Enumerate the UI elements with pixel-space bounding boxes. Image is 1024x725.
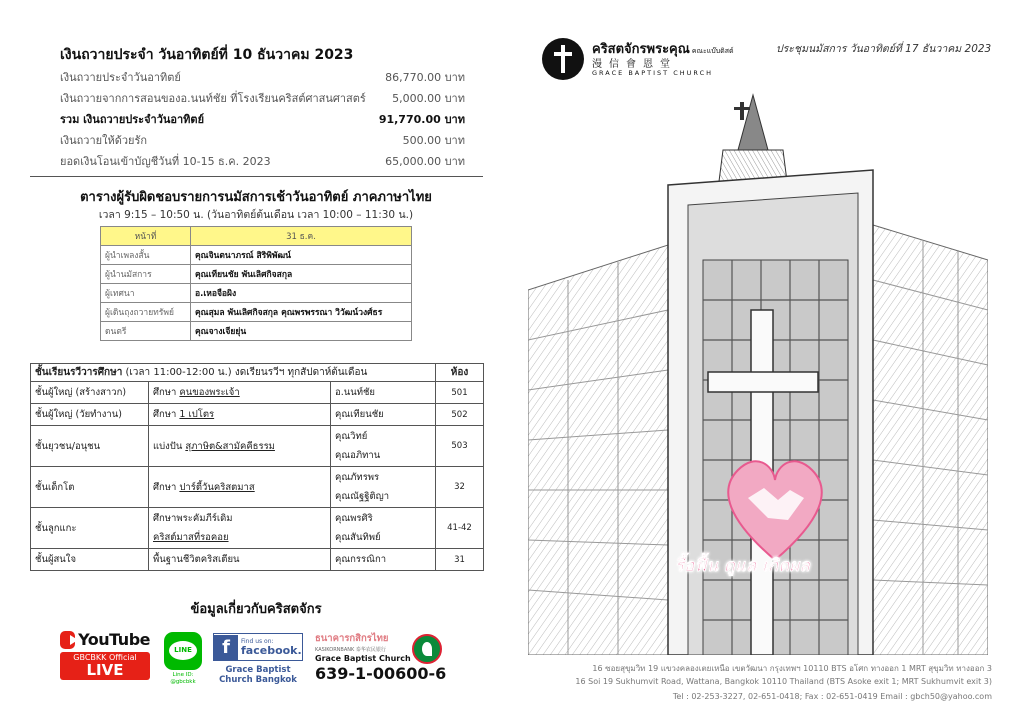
duty-header-role: หน้าที่ (101, 227, 191, 246)
class-teachers (331, 404, 436, 426)
duty-person: คุณจางเจียยุ่น (191, 322, 412, 341)
facebook-find: Find us on: (241, 637, 274, 645)
class-row (31, 549, 484, 571)
duty-person: อ.เหอจือผิง (191, 284, 412, 303)
class-room: 502 (436, 404, 484, 426)
facebook-icon: f (214, 635, 238, 660)
class-topic-line (153, 437, 326, 456)
offering-title: เงินถวายประจำ วันอาทิตย์ที่ 10 ธันวาคม 2023 (60, 47, 354, 63)
info-title: ข้อมูลเกี่ยวกับคริสตจักร (190, 602, 322, 617)
offering-row (60, 110, 465, 128)
class-room: 31 (436, 549, 484, 571)
facebook-wordmark: facebook. (241, 643, 302, 657)
offering-amount: 5,000.00 บาท (392, 92, 465, 105)
duty-row (101, 303, 412, 322)
line-wordmark: LINE (169, 641, 197, 660)
line-icon (164, 632, 202, 670)
youtube-channel: GBCBKK Official (73, 653, 137, 662)
class-name: ชั้นผู้ใหญ่ (สร้างสาวก) (31, 382, 149, 404)
class-topic-prefix: ศึกษา (153, 481, 180, 493)
offering-row (60, 131, 465, 149)
offering-amount: 65,000.00 บาท (385, 155, 465, 168)
duty-header-row (101, 227, 412, 246)
slogan: รื้อฟื้น ดูแล เกิดผล (675, 556, 810, 576)
class-topic-book: คนของพระเจ้า (179, 387, 240, 398)
section-divider (30, 176, 483, 177)
class-room: 503 (436, 426, 484, 467)
class-header (31, 364, 436, 382)
class-topic (149, 404, 331, 426)
class-topic-line (153, 528, 326, 547)
duty-row (101, 265, 412, 284)
class-teacher: คุณพรศิริ (335, 513, 373, 524)
youtube-play-icon (60, 631, 75, 649)
class-header-rest: (เวลา 11:00-12:00 น.) งดเรียนรวีฯ ทุกสัปดาห์ต้นเดือน (122, 367, 368, 378)
address-en: 16 Soi 19 Sukhumvit Road, Wattana, Bangkok 10110 Thailand (BTS Asoke exit 1; MRT Sukhumvit exit 3) (575, 677, 992, 686)
facebook-logo[interactable] (213, 633, 303, 685)
offering-label: เงินถวายให้ด้วยรัก (60, 134, 148, 147)
class-teacher: คุณวิทย์ (335, 431, 368, 442)
class-teacher: คุณสันทิพย์ (335, 532, 381, 543)
class-topic-prefix: พื้นฐานชีวิตคริสเตียน (153, 554, 240, 565)
duty-table (100, 226, 412, 341)
offering-label: เงินถวายประจำวันอาทิตย์ (60, 71, 181, 84)
line-id-label: Line ID: (172, 672, 194, 678)
meeting-date: ประชุมนมัสการ วันอาทิตย์ที่ 17 ธันวาคม 2023 (776, 43, 992, 55)
class-teachers (331, 467, 436, 508)
class-teachers (331, 426, 436, 467)
church-name-th-small: คณะแบ๊บติสต์ (691, 47, 734, 55)
class-teacher: อ.นนท์ชัย (335, 387, 375, 398)
duty-row (101, 246, 412, 265)
class-row (31, 467, 484, 508)
class-header-row (31, 364, 484, 382)
class-header-bold: ชั้นเรียนรวีวารศึกษา (35, 367, 123, 378)
class-topic-line (153, 383, 326, 402)
class-topic-book: สุภาษิต&สามัคคีธรรม (185, 440, 275, 452)
duty-row (101, 284, 412, 303)
class-room: 501 (436, 382, 484, 404)
class-topic-sub: คริสต์มาสที่รอคอย (153, 532, 229, 543)
line-logo[interactable] (162, 632, 204, 686)
contact-info: Tel : 02-253-3227, 02-651-0418; Fax : 02-651-0419 Email : gbch50@yahoo.com (672, 692, 992, 701)
duty-person: คุณเทียนชัย พันเลิศกิจสกุล (191, 265, 412, 284)
class-topic (149, 549, 331, 571)
youtube-channel-box (60, 652, 150, 680)
youtube-wordmark: YouTube (78, 630, 150, 649)
class-topic-book: ปาร์ตี้วันคริสตมาส (179, 481, 255, 493)
duty-role: ผู้เดินถุงถวายทรัพย์ (101, 303, 191, 322)
offering-row (60, 89, 465, 107)
class-teachers (331, 382, 436, 404)
church-name-cn: 漫信會恩堂 (592, 59, 677, 70)
class-teacher: คุณกรรณิกา (335, 554, 387, 565)
offering-row (60, 68, 465, 86)
class-name: ชั้นยุวชน/อนุชน (31, 426, 149, 467)
right-page (512, 0, 1024, 725)
class-name: ชั้นลูกแกะ (31, 508, 149, 549)
class-topic (149, 508, 331, 549)
class-topic-prefix: ศึกษา (153, 387, 180, 398)
offering-label: เงินถวายจากการสอนของอ.นนท์ชัย ที่โรงเรียนคริสต์ศาสนศาสตร์ (60, 92, 366, 105)
class-topic (149, 426, 331, 467)
duty-row (101, 322, 412, 341)
bank-account-number: 639-1-00600-6 (315, 664, 447, 683)
offering-row (60, 152, 465, 170)
class-topic (149, 467, 331, 508)
duty-role: ผู้เทศนา (101, 284, 191, 303)
class-topic (149, 382, 331, 404)
class-teachers (331, 549, 436, 571)
class-topic-prefix: แบ่งปัน (153, 440, 186, 452)
youtube-logo[interactable] (60, 630, 150, 690)
class-teachers (331, 508, 436, 549)
address-th: 16 ซอยสุขุมวิท 19 แขวงคลองเตยเหนือ เขตวัฒนา กรุงเทพฯ 10110 BTS อโศก ทางออก 1 MRT สุขุมวิท ทางออก 3 (592, 664, 992, 673)
class-teacher: คุณภัทรพร (335, 472, 380, 483)
kbank-logo-icon (412, 634, 442, 664)
class-topic-prefix: ศึกษา (153, 409, 180, 420)
class-name: ชั้นผู้สนใจ (31, 549, 149, 571)
church-name-en: GRACE BAPTIST CHURCH (592, 69, 714, 77)
schedule-title: ตารางผู้รับผิดชอบรายการนมัสการเช้าวันอาทิตย์ ภาคภาษาไทย (80, 190, 432, 205)
class-table (30, 363, 484, 571)
offering-amount: 86,770.00 บาท (385, 71, 465, 84)
bank-name-th: ธนาคารกสิกรไทย (315, 633, 389, 644)
class-topic-line (153, 509, 326, 528)
schedule-subtitle: เวลา 9:15 – 10:50 น. (วันอาทิตย์ต้นเดือน เวลา 10:00 – 11:30 น.) (98, 209, 414, 221)
class-header-room: ห้อง (436, 364, 484, 382)
class-teacher: คุณอภิทาน (335, 450, 381, 461)
class-row (31, 508, 484, 549)
offering-label: ยอดเงินโอนเข้าบัญชีวันที่ 10-15 ธ.ค. 2023 (60, 155, 271, 168)
class-topic-line (153, 478, 326, 497)
duty-role: ดนตรี (101, 322, 191, 341)
class-room: 32 (436, 467, 484, 508)
duty-role: ผู้นำนมัสการ (101, 265, 191, 284)
class-topic-book: 1 เปโตร (179, 409, 215, 420)
offering-amount: 500.00 บาท (402, 134, 465, 147)
class-teacher: คุณณัฐฐิติญา (335, 491, 390, 502)
class-topic-line (153, 550, 326, 569)
class-topic-prefix: ศึกษาพระคัมภีร์เดิม (153, 513, 233, 524)
church-cross-logo-icon (542, 38, 584, 80)
duty-header-date: 31 ธ.ค. (191, 227, 412, 246)
duty-person: คุณสุมล พันเลิศกิจสกุล คุณพรพรรณา วิวัฒน์วงศ์ธร (191, 303, 412, 322)
line-id: @gbcbkk (170, 679, 196, 685)
offering-amount: 91,770.00 บาท (378, 113, 465, 126)
class-name: ชั้นเด็กโต (31, 467, 149, 508)
bank-account-name: Grace Baptist Church (315, 654, 411, 663)
duty-role: ผู้นำเพลงสั้น (101, 246, 191, 265)
youtube-live: LIVE (86, 661, 124, 679)
class-name: ชั้นผู้ใหญ่ (วัยทำงาน) (31, 404, 149, 426)
class-room: 41-42 (436, 508, 484, 549)
class-teacher: คุณเทียนชัย (335, 409, 384, 420)
church-name-th-main: คริสตจักรพระคุณ (592, 42, 690, 57)
duty-person: คุณจินตนาภรณ์ สิริพิพัฒน์ (191, 246, 412, 265)
class-topic-line (153, 405, 326, 424)
facebook-page-name: Grace Baptist Church Bangkok (219, 665, 297, 685)
class-row (31, 382, 484, 404)
class-row (31, 404, 484, 426)
bank-name-en: KASIKORNBANK 泰华农民银行 (315, 647, 386, 653)
class-row (31, 426, 484, 467)
offering-label: รวม เงินถวายประจำวันอาทิตย์ (60, 113, 205, 126)
